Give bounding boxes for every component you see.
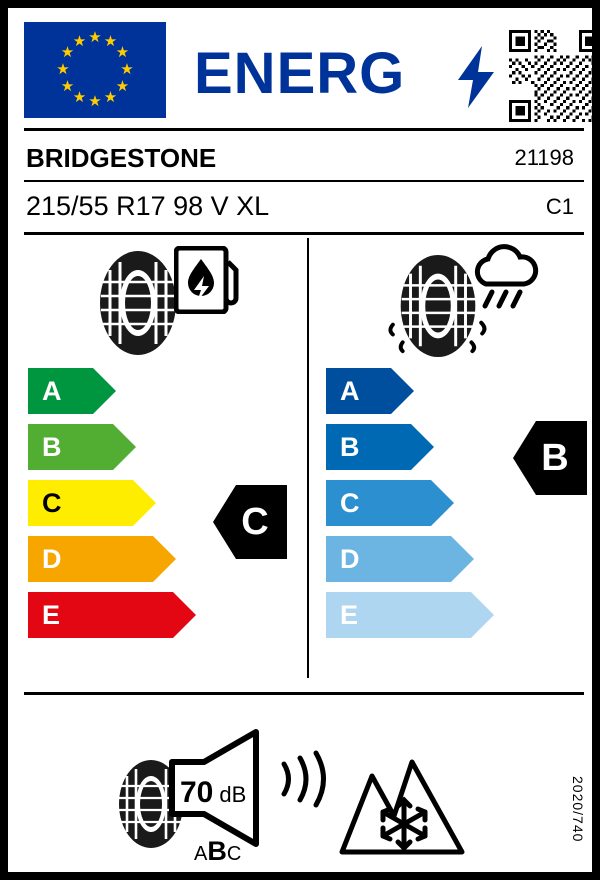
wet-rating-badge [513,421,587,495]
grade-arrow-a [28,368,116,414]
label-code: 21198 [514,145,574,170]
grade-arrow-letter: D [340,544,360,574]
divider-brand [24,180,584,182]
tyre-class: C1 [545,194,574,219]
noise-value: 70 [180,776,214,809]
grade-arrow-e [28,592,196,638]
sound-waves-icon [276,748,330,810]
grade-arrow-c [28,480,156,526]
tyre-size: 215/55 R17 98 V XL [26,191,270,221]
grade-arrow-e [326,592,494,638]
grade-arrow-letter: C [42,488,62,518]
column-divider [307,238,309,678]
grade-arrow-letter: E [42,600,61,630]
grade-arrow-b [28,424,136,470]
noise-class-b: B [207,836,227,866]
grade-arrow-letter: E [340,600,359,630]
divider-bottom [24,692,584,695]
lightning-bolt-icon [456,46,496,108]
grade-arrow-letter: B [42,432,62,462]
grade-arrow-letter: A [42,376,62,406]
label-inner [8,8,592,872]
qr-code-icon [509,30,600,122]
grade-arrow-c [326,480,454,526]
energy-wordmark: ENERG [194,41,406,106]
brand-name: BRIDGESTONE [26,143,217,173]
grade-arrow-d [326,536,474,582]
noise-class-c: C [226,843,242,865]
fuel-grade-arrows [28,368,196,648]
regulation-reference: 2020/740 [570,775,586,842]
wet-grade-arrows [326,368,494,648]
wet-rating-letter: B [541,437,569,479]
fuel-rating-badge [213,485,287,559]
grade-arrow-letter: A [340,376,360,406]
3pmsf-snowflake-icon [338,748,466,858]
noise-unit: dB [219,782,247,807]
label-header [24,22,584,122]
eu-flag-icon: ★ ★ ★ ★ ★ ★ ★ ★ ★ ★ ★ ★ [24,22,166,118]
rain-cloud-icon [470,244,542,316]
grade-arrow-letter: B [340,432,360,462]
grade-arrow-letter: D [42,544,62,574]
grade-arrow-a [326,368,414,414]
grade-arrow-b [326,424,434,470]
fuel-pump-icon [174,246,240,314]
noise-class-a: A [194,843,208,865]
divider-size [24,232,584,235]
divider-top [24,128,584,131]
fuel-rating-letter: C [241,501,269,543]
grade-arrow-letter: C [340,488,360,518]
grade-arrow-d [28,536,176,582]
